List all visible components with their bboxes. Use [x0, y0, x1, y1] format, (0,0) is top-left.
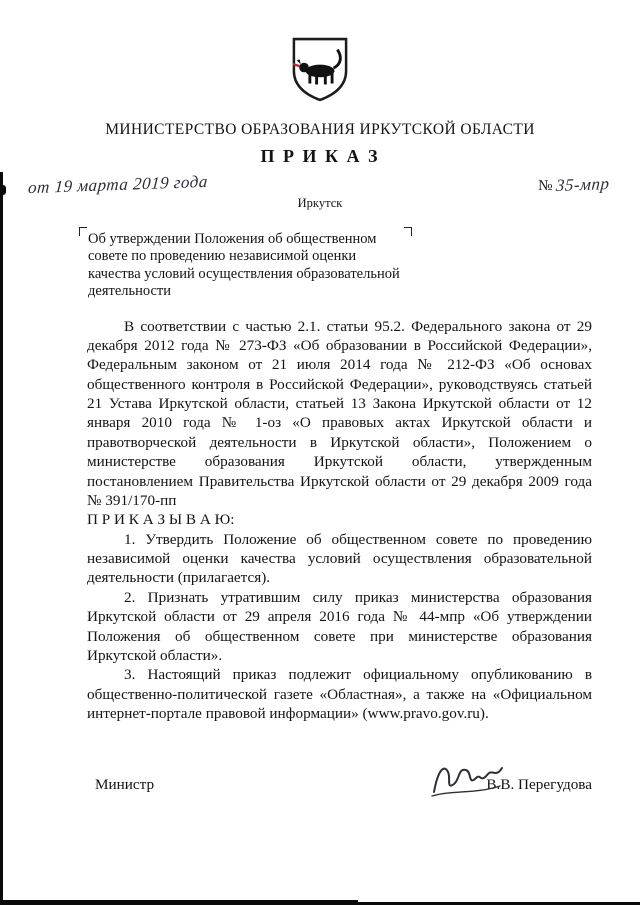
subject-text: Об утверждении Положения об общественном совете по проведению независимой оценки качества условий осуществления образовательной деятельности — [88, 231, 400, 300]
body-paragraph: 1. Утвердить Положение об общественном совете по проведению независимой оценки качества условий осуществления образовательной деятельности (прилагается). — [87, 530, 592, 587]
document-type-title: П Р И К А З — [260, 146, 380, 166]
number-sign: № — [538, 178, 553, 194]
body-paragraph: 3. Настоящий приказ подлежит официальному опубликованию в общественно-политической газете «Областная», а также на «Официальном интернет-портале правовой информации» (www.pravo.gov.ru). — [87, 666, 592, 723]
corner-mark-top-left — [79, 227, 87, 236]
signer-title: Министр — [95, 776, 155, 794]
body-paragraph-prikazyvayu: П Р И К А З Ы В А Ю: — [87, 511, 235, 529]
ministry-title: МИНИСТЕРСТВО ОБРАЗОВАНИЯ ИРКУТСКОЙ ОБЛАСТИ — [105, 121, 535, 138]
document-body — [87, 317, 592, 724]
signature-row — [95, 765, 592, 805]
subject-block — [88, 231, 400, 301]
body-paragraph: 2. Признать утратившим силу приказ министерства образования Иркутской области от 29 апреля 2016 года № 44-мпр «Об утверждении Положения об общественном совете при министерстве образования Иркутской области». — [87, 588, 592, 664]
signature-block — [486, 776, 592, 794]
document-number — [538, 175, 610, 195]
body-paragraph: В соответствии с частью 2.1. статьи 95.2. Федерального закона от 29 декабря 2012 года № 273-ФЗ «Об образовании в Российской Федерации», Федеральным законом от 21 июля 2014 года № 212-ФЗ «Об основах общественного контроля в Российской Федерации», руководствуясь статьей 21 Устава Иркутской области, статьей 13 Закона Иркутской области от 12 января 2010 года № 1-оз «О правовых актах Иркутской области и правотворческой деятельности в Иркутской области», Положением о министерстве образования Иркутской области, утвержденным постановлением Правительства Иркутской области от 29 декабря 2009 года № 391/170-пп — [87, 317, 592, 509]
coat-of-arms-irkutsk-icon — [291, 36, 349, 109]
scan-edge-bottom-thick — [0, 900, 358, 905]
handwritten-signature — [428, 760, 506, 800]
city-label: Иркутск — [297, 196, 343, 210]
signer-name: В.В. Перегудова — [486, 776, 592, 794]
handwritten-date: от 19 марта 2019 года — [27, 171, 209, 198]
scan-edge-blob — [0, 185, 6, 195]
corner-mark-top-right — [404, 227, 412, 236]
date-number-line — [0, 169, 640, 198]
handwritten-number: 35-мпр — [555, 174, 611, 195]
scan-edge-left — [0, 172, 3, 905]
